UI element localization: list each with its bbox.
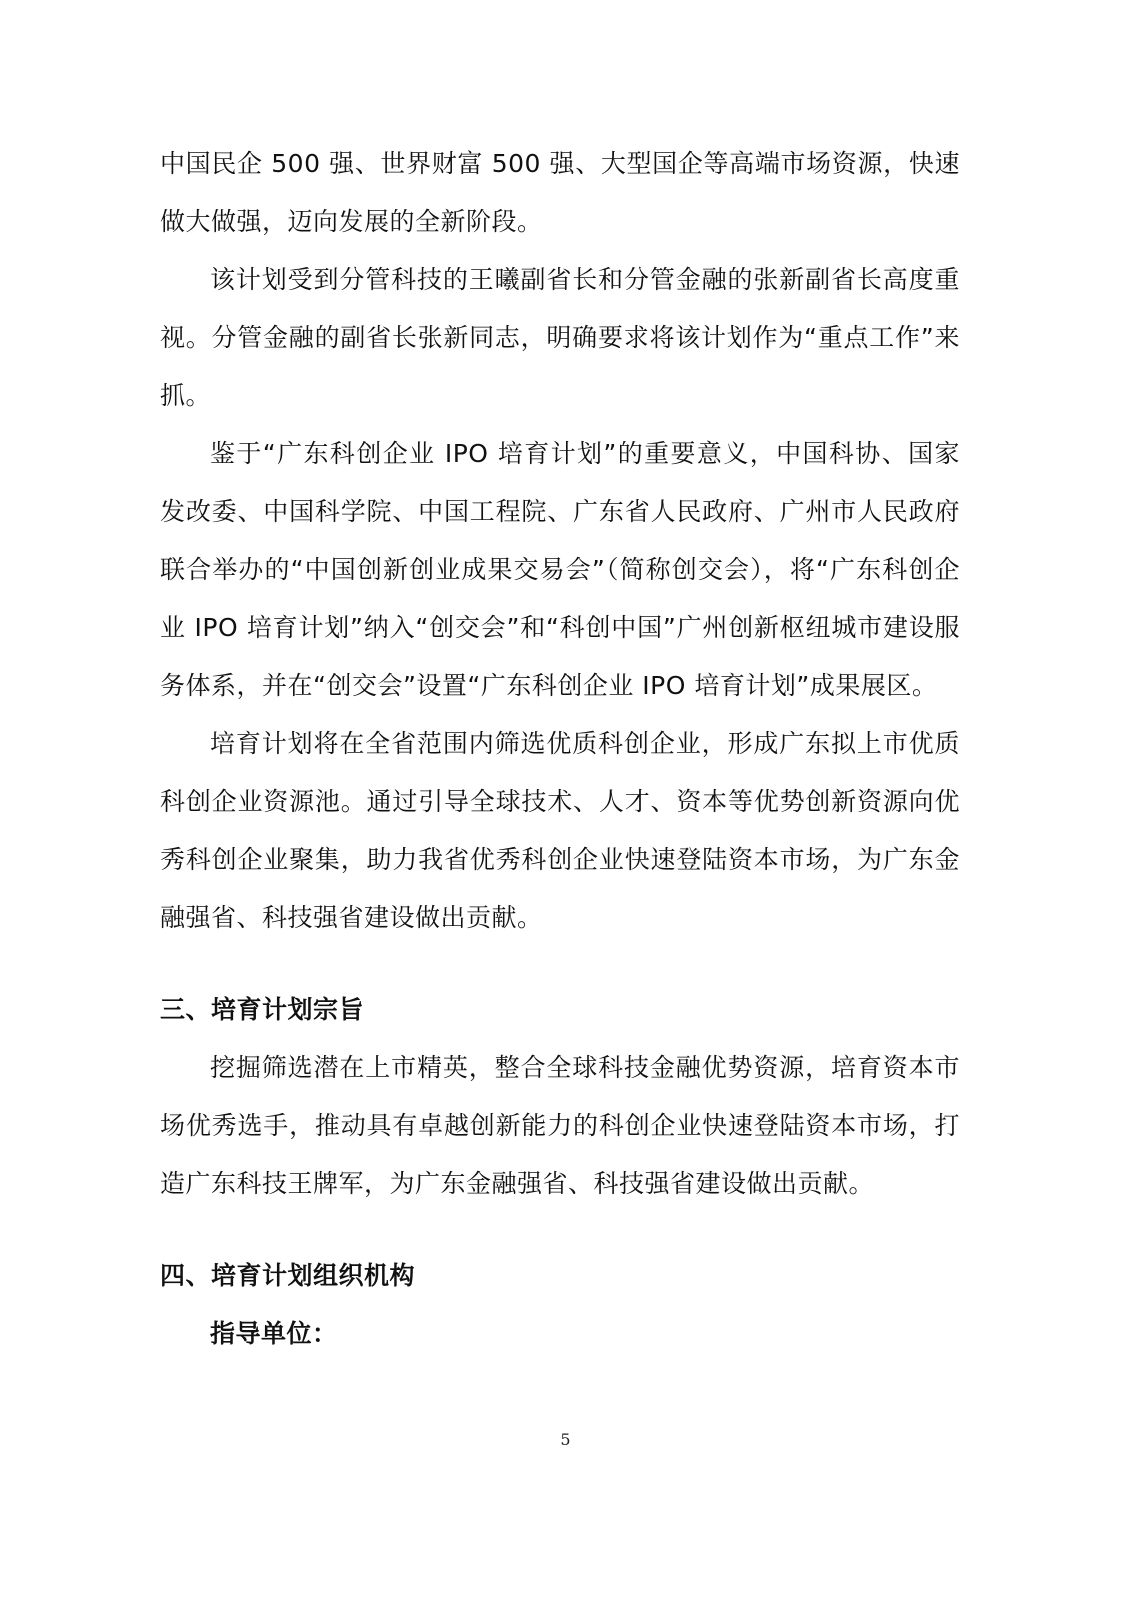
page-number: 5 (560, 1430, 571, 1449)
paragraph-expo-integration: 鉴于“广东科创企业 IPO 培育计划”的重要意义，中国科协、国家发改委、中国科学院、中国工程院、广东省人民政府、广州市人民政府联合举办的“中国创新创业成果交易会”（简称创交会），将“广东科创企业 IPO 培育计划”纳入“创交会”和“科创中国”广州创新枢纽城市建设服务体系，并在“创交会”设置“广东科创企业 IPO 培育计划”成果展区。 (160, 439, 960, 700)
paragraph-leadership-attention: 该计划受到分管科技的王曦副省长和分管金融的张新副省长高度重视。分管金融的副省长张新同志，明确要求将该计划作为“重点工作”来抓。 (160, 265, 960, 410)
section-spacer (160, 1213, 960, 1247)
paragraph-selection-pool: 培育计划将在全省范围内筛选优质科创企业，形成广东拟上市优质科创企业资源池。通过引导全球技术、人才、资本等优势创新资源向优秀科创企业聚集，助力我省优秀科创企业快速登陆资本市场，为广东金融强省、科技强省建设做出贡献。 (160, 729, 960, 932)
section-spacer (160, 947, 960, 981)
paragraph-continued: 中国民企 500 强、世界财富 500 强、大型国企等高端市场资源，快速做大做强，迈向发展的全新阶段。 (160, 149, 960, 236)
subheading-guiding-units: 指导单位： (210, 1319, 338, 1348)
document-body (160, 135, 960, 1363)
section-heading-organization: 四、培育计划组织机构 (160, 1261, 416, 1290)
paragraph-purpose: 挖掘筛选潜在上市精英，整合全球科技金融优势资源，培育资本市场优秀选手，推动具有卓越创新能力的科创企业快速登陆资本市场，打造广东科技王牌军，为广东金融强省、科技强省建设做出贡献。 (160, 1053, 960, 1198)
section-heading-purpose: 三、培育计划宗旨 (160, 995, 365, 1024)
